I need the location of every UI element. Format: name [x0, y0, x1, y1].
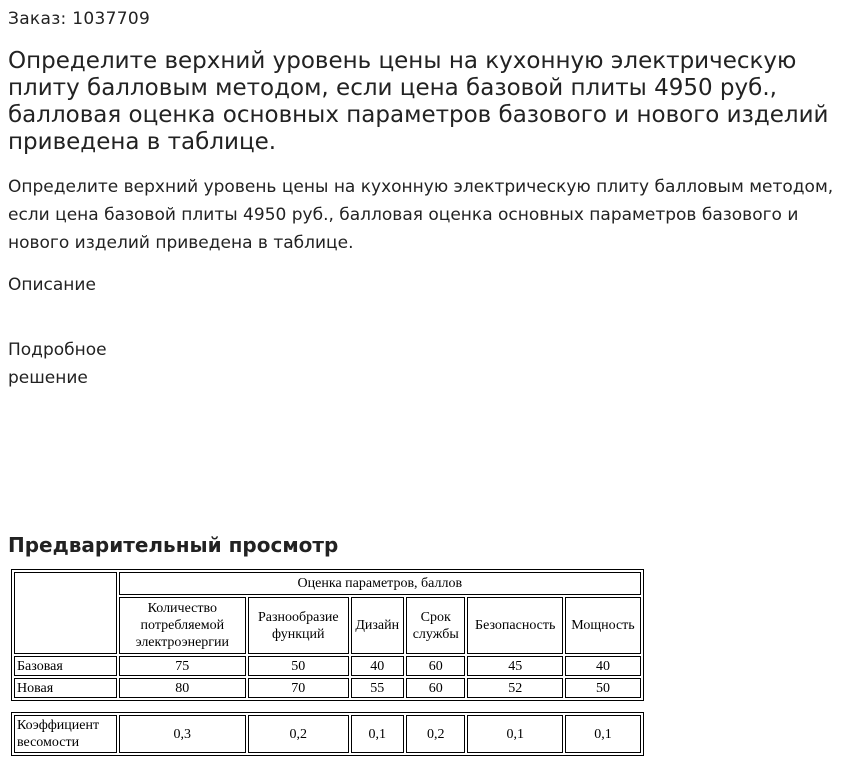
- page-title: Определите верхний уровень цены на кухонную электрическую плиту балловым методом, если цена базовой плиты 4950 руб., балловая оценка основных параметров базового и нового изделий приведена в таблице.: [8, 48, 829, 155]
- table-cell: 60: [406, 678, 466, 698]
- preview-image: [11, 569, 644, 761]
- column-header: Безопасность: [467, 597, 562, 654]
- table-cell: 80: [119, 678, 246, 698]
- table-row: [14, 656, 641, 676]
- column-header: Количество потребляемой электроэнергии: [119, 597, 246, 654]
- order-number: Заказ: 1037709: [8, 9, 151, 29]
- table-cell: 40: [565, 656, 641, 676]
- table-cell: 45: [467, 656, 562, 676]
- table-cell: 60: [406, 656, 466, 676]
- row-label: Коэффициент весомости: [14, 715, 117, 753]
- table-cell: 52: [467, 678, 562, 698]
- table-cell: 0,1: [351, 715, 404, 753]
- column-header: Срок службы: [406, 597, 466, 654]
- table-cell: 0,3: [119, 715, 246, 753]
- table-cell: 50: [248, 656, 349, 676]
- table-cell: 70: [248, 678, 349, 698]
- weights-table: [11, 712, 644, 756]
- table-cell: 55: [351, 678, 404, 698]
- table-cell: 75: [119, 656, 246, 676]
- column-header: Мощность: [565, 597, 641, 654]
- solution-label: Подробное решение: [8, 340, 107, 388]
- table-cell: 0,1: [467, 715, 562, 753]
- table-cell: 0,1: [565, 715, 641, 753]
- table-row: [14, 678, 641, 698]
- table-cell: 0,2: [406, 715, 466, 753]
- column-header: Дизайн: [351, 597, 404, 654]
- table-cell: 0,2: [248, 715, 349, 753]
- column-header: Разнообразие функций: [248, 597, 349, 654]
- preview-heading: Предварительный просмотр: [8, 533, 339, 557]
- row-label: Новая: [14, 678, 117, 698]
- task-text: Определите верхний уровень цены на кухонную электрическую плиту балловым методом, если цена базовой плиты 4950 руб., балловая оценка основных параметров базового и нового изделий приведена в таблице.: [8, 177, 834, 253]
- description-label: Описание: [8, 275, 96, 295]
- row-label: Базовая: [14, 656, 117, 676]
- table-cell: 50: [565, 678, 641, 698]
- corner-cell: [14, 572, 117, 654]
- group-header: Оценка параметров, баллов: [119, 572, 641, 595]
- table-cell: 40: [351, 656, 404, 676]
- table-row: [14, 715, 641, 753]
- parameters-table: [11, 569, 644, 701]
